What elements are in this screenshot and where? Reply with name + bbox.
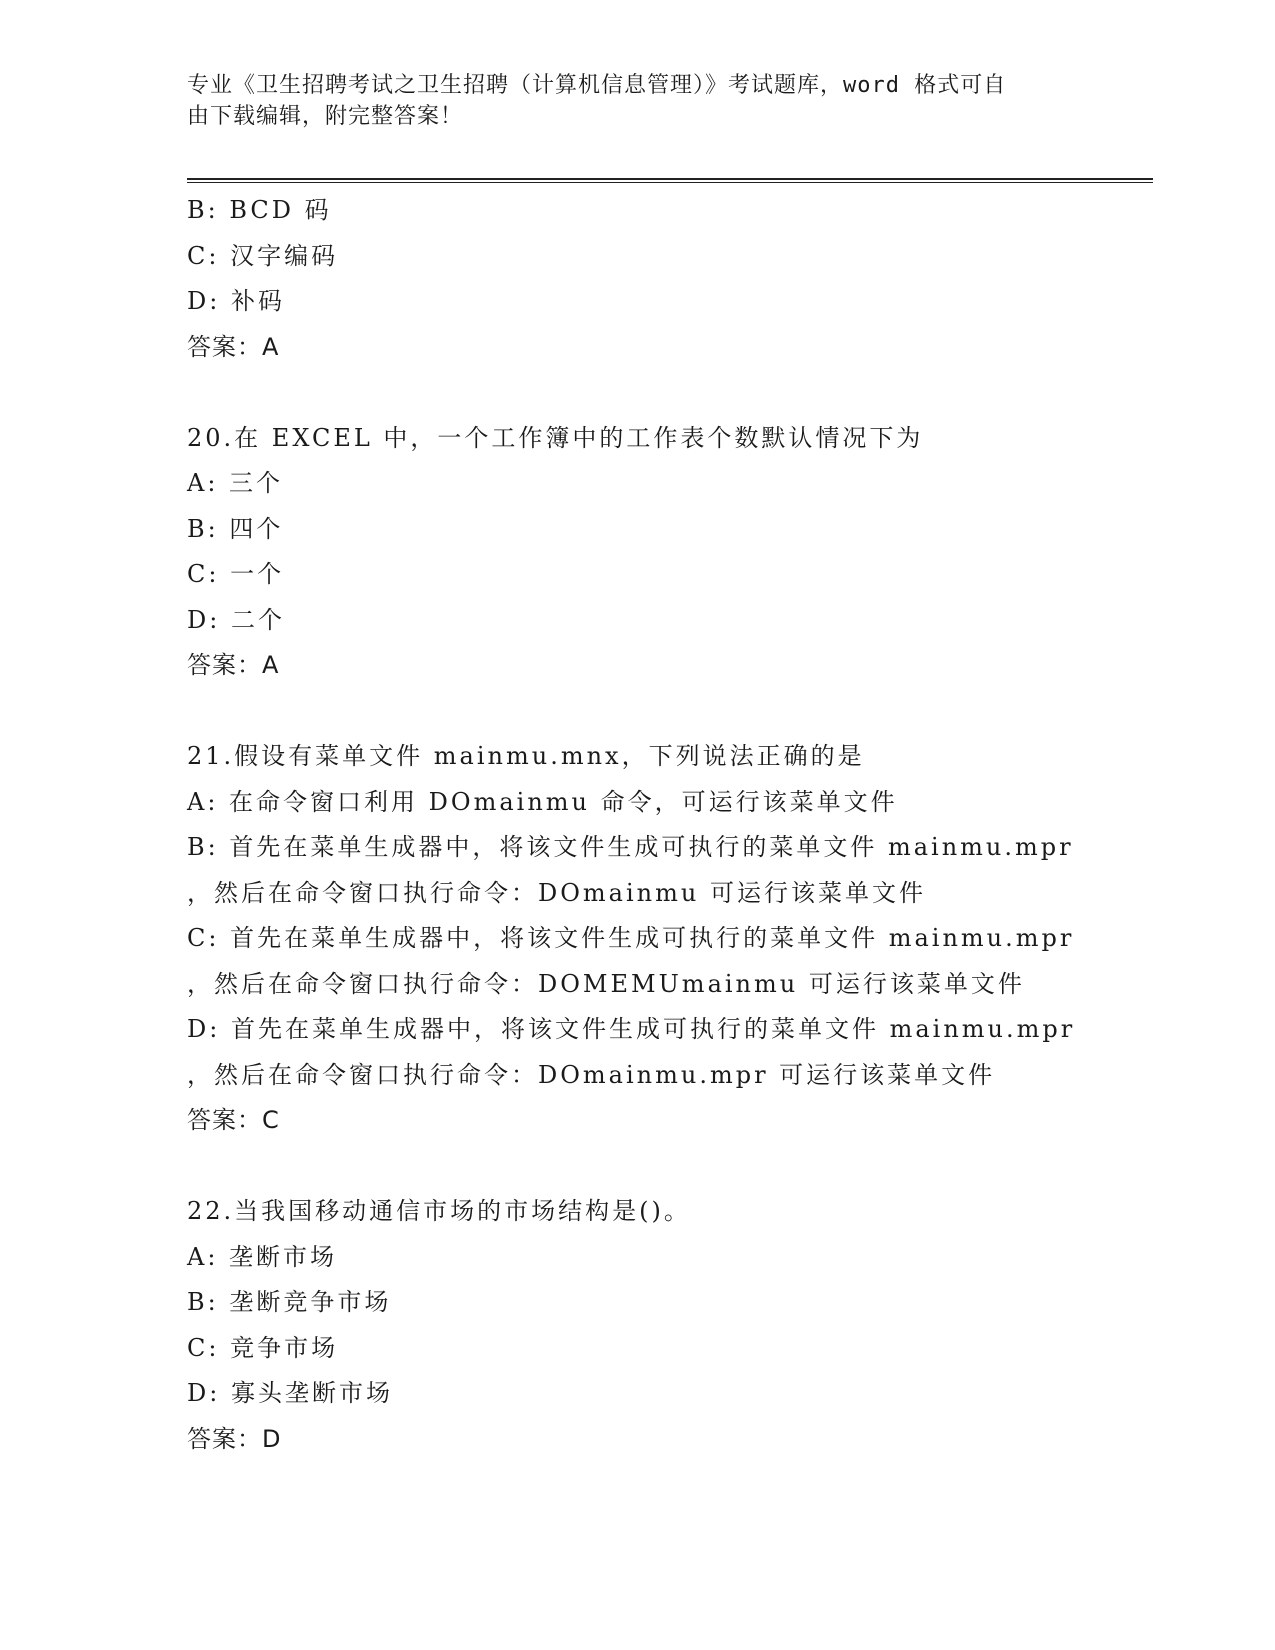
option-d: D: 二个 [187,605,285,634]
question-19-fragment [187,188,1187,370]
option-c-line-1: C: 首先在菜单生成器中，将该文件生成可执行的菜单文件 mainmu.mpr [187,924,1075,952]
question-21 [187,734,1187,1144]
answer: 答案：A [187,651,280,679]
option-b: B: 四个 [187,514,284,543]
question-list [187,188,1187,1462]
spacer [187,1144,1187,1190]
option-b-line-1: B: 首先在菜单生成器中，将该文件生成可执行的菜单文件 mainmu.mpr [187,833,1074,861]
header-divider-thin [187,182,1153,183]
option-b-line-2: ，然后在命令窗口执行命令：DOmainmu 可运行该菜单文件 [187,878,926,907]
spacer [187,370,1187,416]
option-a: A: 在命令窗口利用 DOmainmu 命令，可运行该菜单文件 [187,787,898,816]
answer: 答案：D [187,1424,282,1453]
answer: 答案：C [187,1106,280,1134]
question-text: 21.假设有菜单文件 mainmu.mnx，下列说法正确的是 [187,742,865,770]
option-d: D: 寡头垄断市场 [187,1379,393,1407]
question-22 [187,1189,1187,1462]
option-b: B: BCD 码 [187,196,332,224]
page-header [187,70,1067,132]
option-c: C: 一个 [187,560,285,588]
option-d-line-1: D: 首先在菜单生成器中，将该文件生成可执行的菜单文件 mainmu.mpr [187,1015,1076,1043]
header-line-1: 专业《卫生招聘考试之卫生招聘（计算机信息管理）》考试题库，word 格式可自 [187,73,1007,98]
option-d: D: 补码 [187,287,285,315]
header-divider-thick [187,178,1153,180]
answer: 答案：A [187,332,280,361]
header-line-2: 由下载编辑，附完整答案！ [187,104,464,129]
option-a: A: 垄断市场 [187,1242,338,1271]
option-c-line-2: ，然后在命令窗口执行命令：DOMEMUmainmu 可运行该菜单文件 [187,969,1025,998]
spacer [187,689,1187,735]
question-20 [187,416,1187,689]
option-b: B: 垄断竞争市场 [187,1288,392,1316]
option-d-line-2: ，然后在命令窗口执行命令：DOmainmu.mpr 可运行该菜单文件 [187,1060,996,1089]
option-a: A: 三个 [187,469,284,497]
option-c: C: 竞争市场 [187,1333,339,1362]
option-c: C: 汉字编码 [187,241,339,270]
question-text: 22.当我国移动通信市场的市场结构是()。 [187,1197,691,1225]
question-text: 20.在 EXCEL 中，一个工作簿中的工作表个数默认情况下为 [187,423,924,452]
